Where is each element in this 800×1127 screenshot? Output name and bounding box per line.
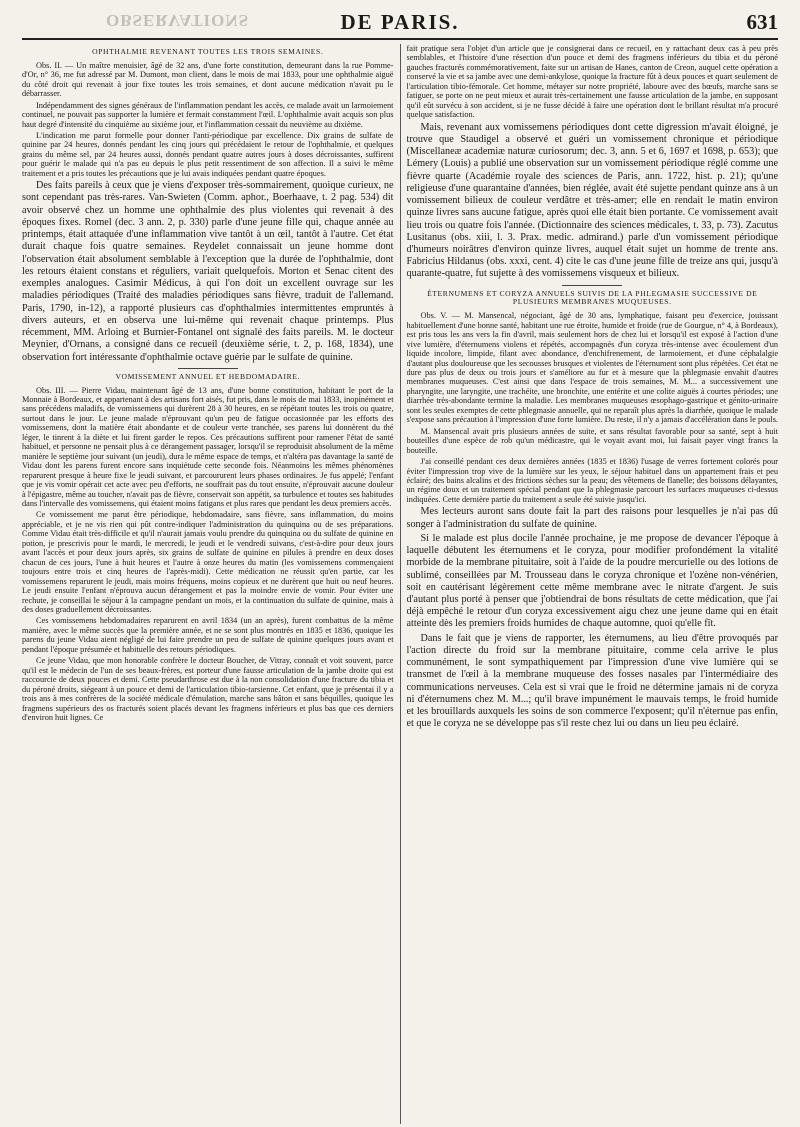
page-number: 631	[746, 10, 778, 34]
paragraph: Dans le fait que je viens de rapporter, les éternumens, au lieu d'être provoqués par l'action directe du froid sur la membrane pituitaire, comme cela arrive le plus communément, le sont sympathiquement par l'impression d'une vive lumière qui se transmet de l'œil à la membrane muqueuse des fosses nasales par l'intermédiaire des communications nerveuses. Cela est si vrai que le froid ne détermine jamais ni de coryza ni d'éternumens chez M. M...; qu'il brave impunément le mauvais temps, le froid humide et les brouillards auxquels les soins de son commerce l'exposent; qu'il n'éternue pas enfin, et que le coryza ne se développe pas s'il reste chez lui ou dans un lieu peu éclairé.	[406, 632, 778, 730]
paragraph: L'indication me parut formelle pour donner l'anti-périodique par excellence. Dix grains de sulfate de quinine par 24 heures, donnés pendant les cinq jours qui précédaient le retour de l'ophthalmie, et quelques grains du même sel, par 24 heures aussi, donnés pendant quatre autres jours à doses décroissantes, suffirent pour guérir le malade qui n'a pas eu depuis le plus petit ressentiment de son affection. Il a suivi le même traitement et a pris toutes les précautions que je lui avais indiquées pendant quatre époques.	[22, 130, 394, 178]
paragraph: Indépendamment des signes généraux de l'inflammation pendant les accès, ce malade avait un larmoiement continuel, ne pouvait pas supporter la lumière et fermait constamment l'œil. L'ophthalmie avait acquis son plus haut degré d'intensité du cinquième au sixième jour, et l'inflammation cessait du neuvième au dixième.	[22, 100, 394, 129]
paragraph: Obs. V. — M. Mansencal, négociant, âgé de 30 ans, lymphatique, faisant peu d'exercice, jouissant habituellement d'une bonne santé, habitant une rue étroite, humide et froide (rue de Gourgue, n° 4, à Bordeaux), est pris tous les ans vers la fin d'avril, mais seulement hors de chez lui et lorsqu'il est exposé à l'action d'une vive lumière, d'éternumens violens et répétés, accompagnés d'un coryza très-intense avec écoulement d'un liquide incolore, limpide, filant avec abondance, d'enchifrenement, de larmoiement, et d'une céphalalgie d'autant plus douloureuse que les secousses brusques et violentes de l'éternument sont plus répétées. Cet état ne dure pas plus de deux ou trois jours et s'améliore au fur et à mesure que la phlegmasie envahit d'autres membranes muqueuses. C'est ainsi que dans l'espace de trois semaines, M. M... a successivement une pharyngite, une laryngite, une trachéite, une bronchite, une entérite et une colite aiguës à courtes périodes; une diarrhée très-abondante termine la maladie. Les membranes muqueuses œsophago-gastrique et génito-urinaire sont les seules exemptes de cette phlegmasie annuelle, qui ne reparaît plus après la diarrhée, quoique le malade s'expose sans précaution à l'impression d'une forte lumière. Du reste, il n'y a jamais d'accélération dans le pouls.	[406, 311, 778, 425]
paragraph: J'ai conseillé pendant ces deux dernières années (1835 et 1836) l'usage de verres fortement colorés pour éviter l'impression trop vive de la lumière sur les yeux, le séjour habituel dans un appartement frais et peu éclairé; des bains alcalins et des frictions sèches sur la peau; des vêtemens de flanelle; des boissons délayantes, un régime doux et un traitement spécial pendant que la phlegmasie parcourt les surfaces muqueuses ci-dessus indiquées. Cette dernière partie du traitement a seule été suivie jusqu'ici.	[406, 457, 778, 504]
paragraph: M. Mansencal avait pris plusieurs années de suite, et sans résultat favorable pour sa santé, sept à huit bouteilles d'une espèce de rob qu'un médicastre, qui le voyait avant moi, lui faisait payer vingt francs la bouteille.	[406, 426, 778, 455]
running-title: DE PARIS.	[340, 10, 460, 34]
section-heading-eternumens: ÉTERNUMENS ET CORYZA ANNUELS SUIVIS DE LA PHLEGMASIE SUCCESSIVE DE PLUSIEURS MEMBRANES MUQUEUSES.	[427, 288, 758, 307]
paragraph: Mes lecteurs auront sans doute fait la part des raisons pour lesquelles je n'ai pas dû songer à l'administration du sulfate de quinine.	[406, 506, 778, 530]
right-column	[407, 44, 779, 1124]
header-rule	[22, 38, 778, 40]
page-header	[22, 10, 778, 38]
section-heading-vomissement: VOMISSEMENT ANNUEL ET HEBDOMADAIRE.	[115, 371, 301, 381]
section-rule	[178, 368, 238, 369]
section-heading-ophthalmie: OPHTHALMIE REVENANT TOUTES LES TROIS SEMAINES.	[92, 47, 324, 56]
paragraph: Mais, revenant aux vomissemens périodiques dont cette digression m'avait éloigné, je trouve que Staudigel a observé et guéri un vomissement chronique et périodique (Miscellaneæ academiæ naturæ curiosorum; dec. 3, ann. 5 et 6, 1697 et 1698, p. 653); que Lémery (Louis) a publié une observation sur un vomissement périodique réglé comme une fièvre quarte (Académie royale des sciences de Paris, ann. 1722, hist. p. 21); qu'une religieuse d'une quarantaine d'années, bien réglée, avait été sujette pendant quinze ans à un vomissement bilieux de couleur verdâtre et très-amer; elle en rendait le matin environ quinze livres sans aucune fatigue, après quoi elle était bien portante. Ce vomissement avait lieu trois ou quatre fois l'année. (Dictionnaire des sciences médicales, t. 33, p. 73). Zacutus Lusitanus (obs. xiii, l. 3. Prax. medic. admirand.) parle d'un vomissement périodique d'humeurs noirâtres d'environ quinze livres, auquel était sujet un homme de trente ans. Fabricius Hildanus (obs. xxxi, cent. 4) cite le cas d'une jeune fille de treize ans qui, jusqu'à quarante-quatre, fut sujette à des vomissemens visqueux et bilieux.	[406, 121, 778, 280]
section-rule	[562, 285, 622, 286]
bleed-through-text: OBSERVATIONS	[106, 11, 250, 30]
paragraph: Ces vomissemens hebdomadaires reparurent en avril 1834 (un an après), furent combattus de la même manière, avec le même succès que la première année, et ne se sont plus montrés en 1835 et 1836, quoique les parens du jeune Vidau aient négligé de lui faire prendre un peu de sulfate de quinine quelques jours avant et pendant l'époque présumée et habituelle des retours périodiques.	[22, 616, 394, 654]
column-divider	[400, 44, 401, 1124]
paragraph: Obs. II. — Un maître menuisier, âgé de 32 ans, d'une forte constitution, demeurant dans la rue Pomme-d'Or, n° 36, me fut adressé par M. Dumont, mon client, dans le mois de mai 1833, pour une ophthalmie aiguë du côté droit qui revenait à jour fixe toutes les trois semaines, et dont aucune médication n'avait pu le débarrasser.	[22, 60, 394, 99]
paragraph: Ce jeune Vidau, que mon honorable confrère le docteur Boucher, de Vitray, connaît et voit souvent, parce qu'il est le médecin de l'un de ses beaux-frères, est porteur d'une fausse articulation de la jambe droite qui est raccourcie de deux pouces et demi. Cette pseudarthrose est due à la non consolidation d'une fracture du tibia et du péroné droits, siégeant à un pouce et demi de l'articulation tibio-tarsienne. Cet enfant, que je présentai il y a trois ans à mes confrères de la société médicale d'émulation, marche sans bâton et sans béquilles, quoique les fragmens supérieurs des os fracturés soient placés devant les fragmens inférieurs et plus bas que ces derniers d'environ huit lignes. Ce	[22, 656, 394, 722]
paragraph: fait pratique sera l'objet d'un article que je consignerai dans ce recueil, en y rattachant deux cas à peu près semblables, et l'histoire d'une résection d'un pouce et demi des fragmens inférieurs du tibia et du péroné gauches fracturés commémorativement, faite sur un artisan de Hanes, canton de Creon, auquel cette opération a conservé la vie et sa jambe avec une demi-ankylose, quoique la fracture fût à deux pouces et quart seulement de l'articulation tibio-fémorale. Cet homme, métayer sur notre propriété, laboure avec des bœufs, marche sans se fatiguer, se porte on ne peut mieux et aurait très-certainement une fausse articulation de la jambe, en supposant qu'il eût survécu à son accident, si je ne fusse décidé à faire une opération dont le brillant résultat m'a procuré quelque satisfaction.	[406, 44, 778, 120]
two-column-body	[22, 44, 778, 1124]
paragraph: Ce vomissement me parut être périodique, hebdomadaire, sans fièvre, sans inflammation, du moins appréciable, et je ne vis rien qui pût contre-indiquer l'administration du quinquina ou de ses préparations. Comme Vidau était très-difficile et qu'il n'aurait jamais voulu prendre du quinquina ou du sulfate de quinine en potion, je prescrivis pour le mardi, le mercredi, le jeudi et le vendredi suivans, c'est-à-dire pour deux jours avant l'accès et pour deux jours après, six grains de sulfate de quinine en pilules à prendre en deux doses chacun de ces jours, l'une à huit heures et l'autre à onze heures du matin (les vomissemens commençaient toujours entre trois et cinq heures de l'après-midi). Cette médication ne réussit qu'en partie, car les vomissemens reparurent le jeudi, mais moins fréquens, moins copieux et ne durèrent que huit ou neuf heures. Le jeudi ensuite l'enfant n'éprouva aucun dérangement et pas la moindre envie de vomir. Pour éviter une rechute, je conseillai le séjour à la campagne pendant un mois, et la continuation du sulfate de quinine, mais à des doses graduellement décroissantes.	[22, 510, 394, 614]
left-column	[22, 44, 394, 1124]
paragraph: Si le malade est plus docile l'année prochaine, je me propose de devancer l'époque à laquelle débutent les éternumens et le coryza, pour modifier profondément la vitalité morbide de la membrane pituitaire, soit à l'aide de la poudre mercurielle ou des lotions de sublimé, conseillées par M. Trousseau dans le coryza chronique et l'ozène non-vénérien, soit en cautérisant légèrement cette même membrane avec le nitrate d'argent. Je suis d'autant plus porté à penser que j'obtiendrai de bons résultats de cette médication, que j'ai déjà empêché le retour d'un coryza excessivement aigu chez une jeune dame qui en était atteinte dès les premiers froids humides de chaque automne, quoi qu'elle fît.	[406, 532, 778, 630]
paragraph: Obs. III. — Pierre Vidau, maintenant âgé de 13 ans, d'une bonne constitution, habitant le port de la Monnaie à Bordeaux, et appartenant à des artisans fort aisés, fut pris, dans le mois de mai 1833, inopinément et sans précédens maladifs, de vomissemens qui durèrent 28 à 30 heures, en se répétant toutes les trois ou quatre, surtout dans le jour. Le jeune malade n'éprouvant qu'un peu de fatigue occasionnée par les efforts des vomissemens, dont la matière était abondante et de couleur verte tranchée, ses parens lui donnèrent du thé léger, le tinrent à la diète et lui firent garder le repos. Ces précautions suffirent pour ramener l'état de santé habituel, et personne ne pensait plus à ce dérangement passager, lorsqu'il se reproduisit absolument de la même manière le septième jour suivant (un jeudi), dura le même espace de temps, et n'altéra pas davantage la santé de Vidau dont les parens furent encore sans inquiétude cette seconde fois. Néanmoins les mêmes phénomènes reparurent presque à heure fixe le jeudi suivant, et parcoururent leurs phases ordinaires. Je fus appelé; l'enfant que je vis vomir opérait cet acte avec peu d'efforts, ne souffrait pas du tout ensuite, n'éprouvait aucune douleur à l'épigastre, même au toucher, n'avait pas de fièvre, conservait son appétit, sa turbulence et toutes ses habitudes dans l'intervalle des vomissemens, qui étaient moins fatigans et plus rares que pendant les deux premiers accès.	[22, 385, 394, 508]
paragraph: Des faits pareils à ceux que je viens d'exposer très-sommairement, quoique curieux, ne sont cependant pas très-rares. Van-Swieten (Comm. aphor., Boerhaave, t. 2 pag. 534) dit avoir observé chez un homme une ophthalmie des plus violentes qui revenait à des époques fixes. Romel (dec. 3 ann. 2, p. 330) parle d'une jeune fille qui, chaque année au printemps, était attaquée d'une inflammation vive tantôt à un œil, tantôt à l'autre. Cet état durait chaque fois quatre semaines. Reydelet connaissait un jeune homme dont l'observation était absolument semblable à l'exception que la durée de l'ophthalmie, dont les retours étaient constans et réguliers, variait quelquefois. Morton et Senac citent des exemples analogues. Casimir Médicus, à qui l'on doit un excellent ouvrage sur les maladies périodiques (Traité des maladies périodiques sans fièvre, traduit de l'allemand. Paris, 1790, in-12), a rapporté plusieurs cas d'ophthalmies intermittentes empruntés à divers auteurs, et en observa une lui-même qui revenait chaque printemps. Plus récemment, MM. Arloing et Burnier-Fontanel ont signalé des faits pareils. M. le docteur Meynier, d'Ornans, a consigné dans ce recueil (deuxième série, t. 2, p. 168, 1834), une observation fort intéressante d'ophthalmie octave guérie par le sulfate de quinine.	[22, 180, 394, 363]
